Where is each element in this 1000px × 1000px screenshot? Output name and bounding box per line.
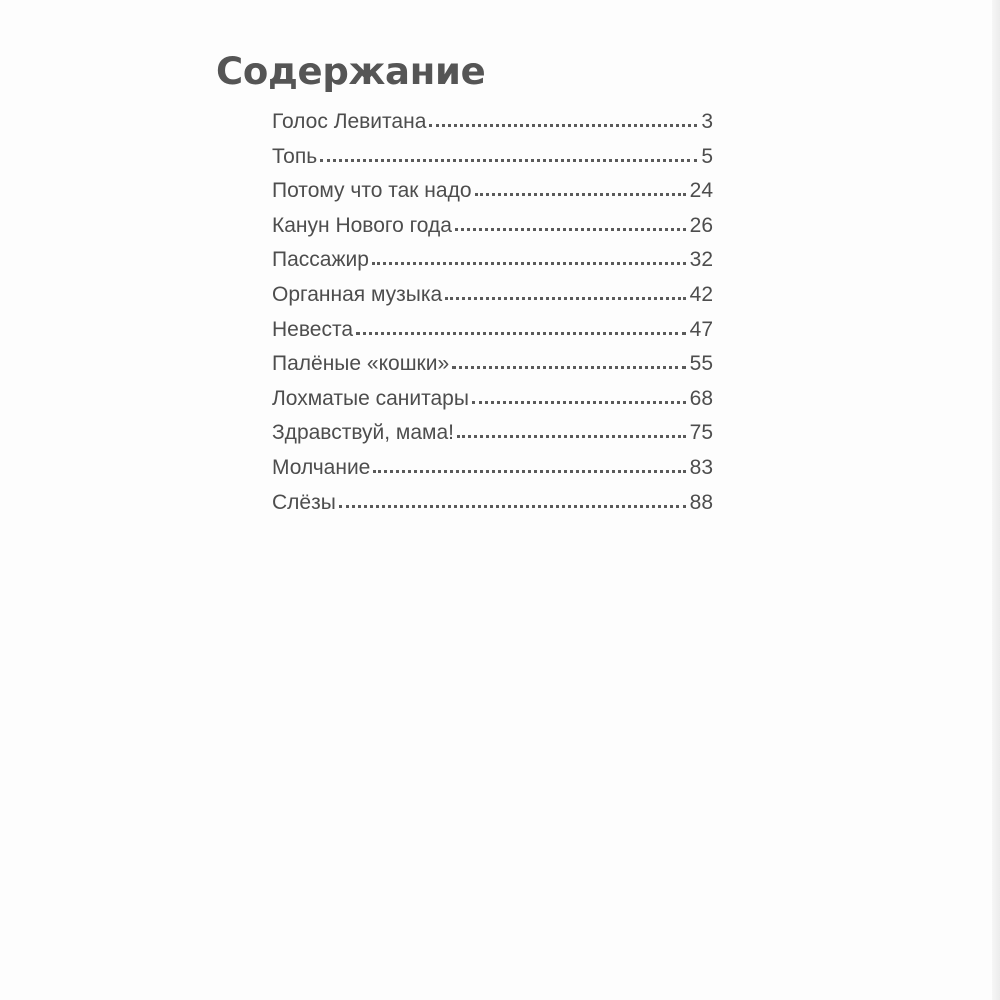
toc-entry-title: Слёзы [272,490,336,514]
toc-entry-title: Лохматые санитары [272,386,469,410]
toc-entry-page: 26 [689,213,713,237]
toc-entry-page: 75 [689,421,713,445]
toc-entry [272,179,713,214]
dot-leader [472,399,686,404]
toc-entry-page: 47 [689,317,713,341]
toc-entry-title: Потому что так надо [272,179,472,203]
toc-entry-title: Топь [272,144,318,168]
toc-entry-page: 5 [701,144,713,168]
toc-entry-title: Невеста [272,317,354,341]
toc-entry-page: 3 [701,110,713,133]
toc-entry-title: Органная музыка [272,282,443,306]
toc-entry [272,387,713,422]
table-of-contents [272,110,713,525]
page-title: Содержание [216,50,486,93]
toc-entry-title: Молчание [272,455,371,479]
toc-entry [272,248,713,283]
toc-entry [272,456,713,491]
dot-leader [372,260,686,265]
toc-entry-page: 88 [689,490,713,514]
toc-entry [272,110,713,145]
toc-entry-page: 55 [689,352,713,376]
toc-entry-page: 68 [689,386,713,410]
dot-leader [455,226,686,231]
dot-leader [339,503,686,508]
toc-entry [272,145,713,180]
toc-entry-page: 24 [689,179,713,203]
dot-leader [356,330,686,335]
toc-entry-page: 42 [689,282,713,306]
toc-entry-title: Голос Левитана [272,110,427,133]
dot-leader [373,468,685,473]
toc-entry-title: Палёные «кошки» [272,352,450,376]
page-edge-shadow [992,0,1000,1000]
dot-leader [475,191,686,196]
toc-entry-title: Пассажир [272,248,369,272]
dot-leader [445,295,685,300]
toc-entry [272,318,713,353]
toc-entry-page: 83 [689,455,713,479]
toc-entry-page: 32 [689,248,713,272]
toc-entry [272,214,713,249]
toc-entry [272,352,713,387]
dot-leader [429,122,697,127]
dot-leader [320,157,697,162]
toc-entry [272,421,713,456]
dot-leader [452,364,686,369]
dot-leader [457,433,686,438]
toc-entry [272,283,713,318]
toc-entry [272,491,713,526]
toc-entry-title: Здравствуй, мама! [272,421,454,445]
toc-entry-title: Канун Нового года [272,213,452,237]
